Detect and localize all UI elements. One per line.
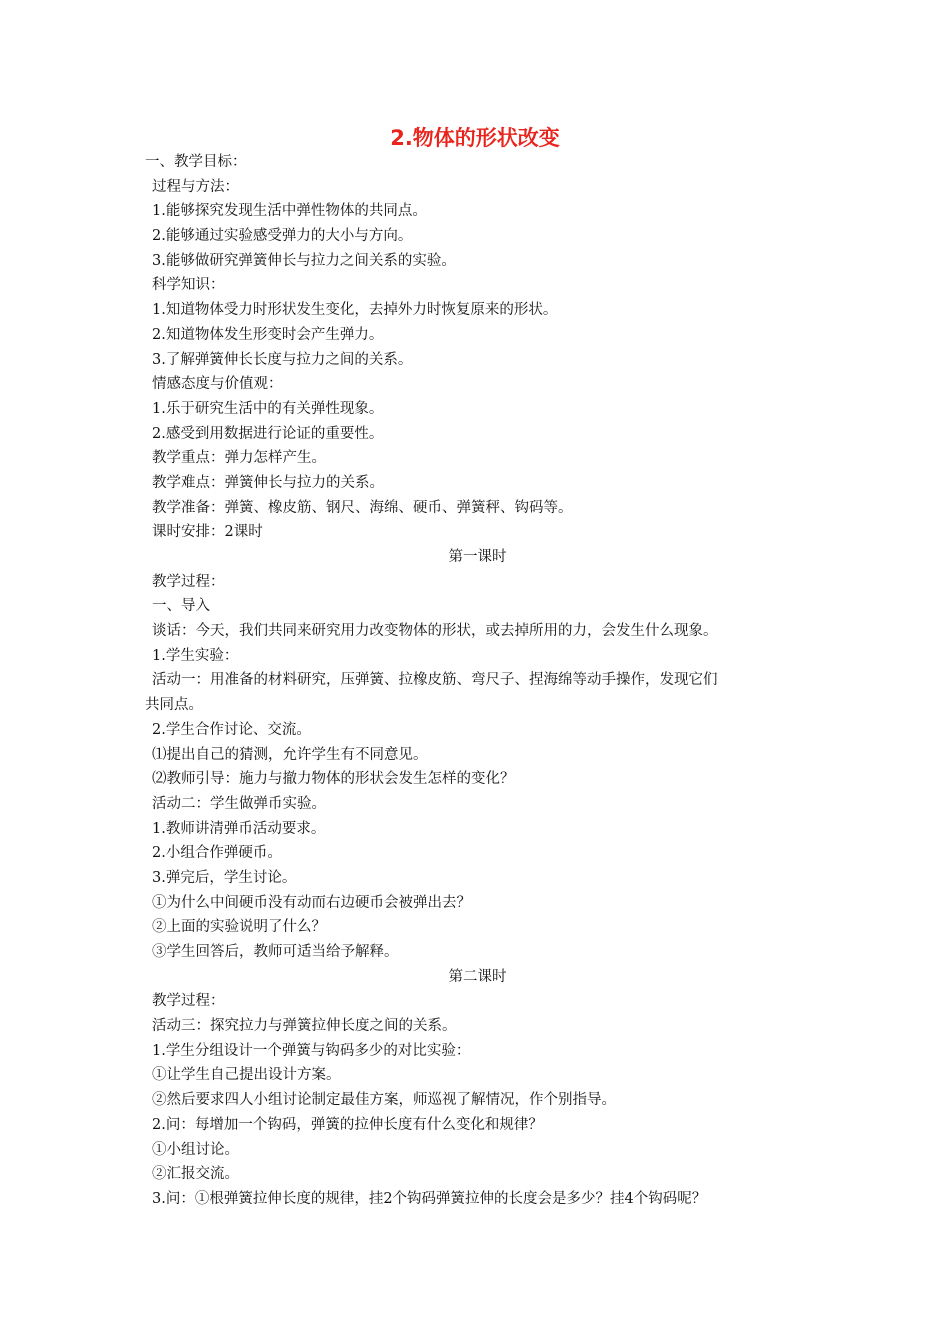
text-line: 2.能够通过实验感受弹力的大小与方向。 — [152, 228, 413, 245]
text-line: 1.知道物体受力时形状发生变化，去掉外力时恢复原来的形状。 — [152, 302, 558, 319]
text-line: ②汇报交流。 — [152, 1166, 239, 1183]
text-line: ①为什么中间硬币没有动而右边硬币会被弹出去？ — [152, 894, 471, 911]
document-body — [145, 150, 810, 1212]
text-line: 活动二：学生做弹币实验。 — [152, 795, 326, 812]
text-line: 2.小组合作弹硬币。 — [152, 845, 282, 862]
text-line: 2.感受到用数据进行论证的重要性。 — [152, 425, 384, 442]
text-line: 教学难点：弹簧伸长与拉力的关系。 — [152, 474, 384, 491]
text-line: ⑴提出自己的猜测，允许学生有不同意见。 — [152, 746, 428, 763]
text-line: ①小组讨论。 — [152, 1141, 239, 1158]
text-line: 情感态度与价值观： — [152, 376, 283, 393]
text-line: 教学过程： — [152, 993, 225, 1010]
text-line: 1.乐于研究生活中的有关弹性现象。 — [152, 400, 384, 417]
text-line: ②然后要求四人小组讨论制定最佳方案，师巡视了解情况，作个别指导。 — [152, 1092, 616, 1109]
text-line: 教学重点：弹力怎样产生。 — [152, 450, 326, 467]
text-line: 1.能够探究发现生活中弹性物体的共同点。 — [152, 203, 427, 220]
text-line: 一、教学目标： — [145, 154, 247, 170]
text-line: 3.弹完后，学生讨论。 — [152, 869, 297, 886]
text-line: 2.学生合作讨论、交流。 — [152, 721, 311, 738]
text-line: 2.知道物体发生形变时会产生弹力。 — [152, 326, 384, 343]
text-line: 共同点。 — [145, 697, 203, 714]
text-line: 活动三：探究拉力与弹簧拉伸长度之间的关系。 — [152, 1018, 457, 1035]
text-line: ⑵教师引导：施力与撤力物体的形状会发生怎样的变化？ — [152, 771, 515, 788]
text-line: 3.能够做研究弹簧伸长与拉力之间关系的实验。 — [152, 252, 456, 269]
text-line: 2.问：每增加一个钩码，弹簧的拉伸长度有什么变化和规律？ — [152, 1116, 543, 1133]
text-line: 3.了解弹簧伸长长度与拉力之间的关系。 — [152, 351, 413, 368]
text-line: ③学生回答后，教师可适当给予解释。 — [152, 944, 399, 960]
text-line: 1.学生分组设计一个弹簧与钩码多少的对比实验： — [152, 1042, 471, 1059]
text-line: 1.学生实验： — [152, 647, 239, 664]
text-line: ②上面的实验说明了什么？ — [152, 919, 326, 936]
text-line: 科学知识： — [152, 277, 225, 294]
text-line: 一、导入 — [152, 598, 210, 615]
text-line: 1.教师讲清弹币活动要求。 — [152, 820, 326, 837]
text-line: 3.问：①根弹簧拉伸长度的规律，挂2个钩码弹簧拉伸的长度会是多少？挂4个钩码呢？ — [152, 1190, 707, 1207]
text-line: 过程与方法： — [152, 178, 239, 195]
section-heading: 第一课时 — [448, 549, 507, 565]
text-line: 谈话：今天，我们共同来研究用力改变物体的形状，或去掉所用的力，会发生什么现象。 — [152, 623, 718, 640]
section-heading: 第二课时 — [448, 968, 507, 985]
document-title: 2.物体的形状改变 — [390, 126, 560, 150]
text-line: 教学准备：弹簧、橡皮筋、钢尺、海绵、硬币、弹簧秤、钩码等。 — [152, 499, 573, 516]
text-line: ①让学生自己提出设计方案。 — [152, 1067, 341, 1084]
text-line: 课时安排：2课时 — [152, 524, 263, 541]
text-line: 活动一：用准备的材料研究，压弹簧、拉橡皮筋、弯尺子、捏海绵等动手操作，发现它们 — [152, 672, 718, 689]
text-line: 教学过程： — [152, 573, 225, 590]
